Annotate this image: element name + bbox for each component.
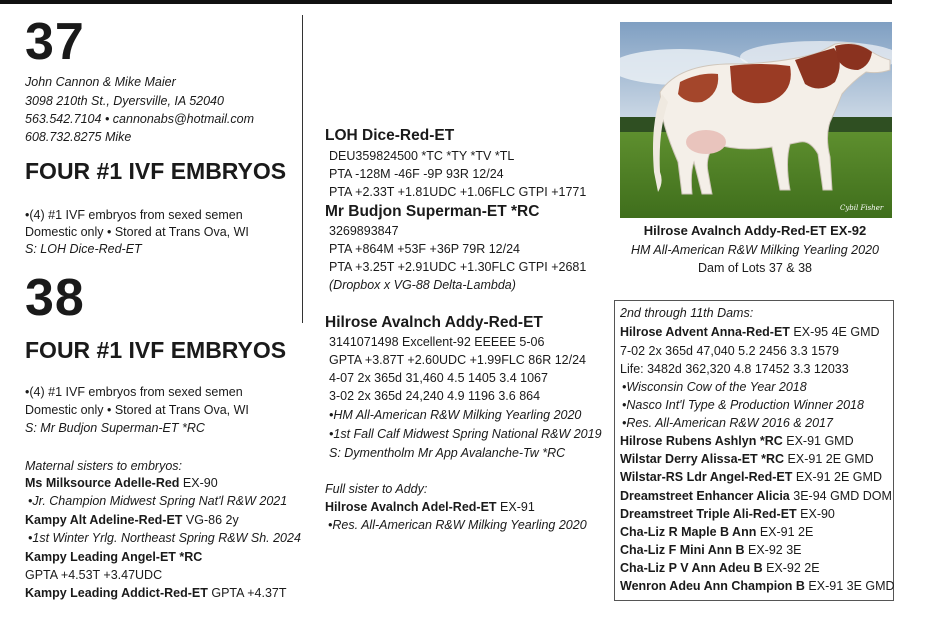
dam-2-note-3: •Res. All-American R&W 2016 & 2017 bbox=[622, 416, 833, 430]
dam-registration: 3141071498 Excellent-92 EEEEE 5-06 bbox=[329, 335, 545, 349]
full-sister-title: Full sister to Addy: bbox=[325, 482, 428, 496]
dam-name: Cha-Liz F Mini Ann B bbox=[620, 543, 745, 557]
lot37-heading: FOUR #1 IVF EMBRYOS bbox=[25, 158, 287, 184]
dam-score: EX-91 2E GMD bbox=[792, 470, 882, 484]
lot37-description: •(4) #1 IVF embryos from sexed semen bbox=[25, 208, 243, 222]
sire1-id: DEU359824500 *TC *TY *TV *TL bbox=[329, 149, 515, 163]
sire1-pta-type: PTA +2.33T +1.81UDC +1.06FLC GTPI +1771 bbox=[329, 185, 587, 199]
photo-caption-name: Hilrose Avalnch Addy-Red-ET EX-92 bbox=[643, 223, 867, 238]
lot-number-38: 38 bbox=[25, 269, 85, 327]
sister-score: GPTA +4.37T bbox=[207, 586, 287, 600]
dam-name: Wilstar-RS Ldr Angel-Red-ET bbox=[620, 470, 793, 484]
dam-score: EX-90 bbox=[796, 507, 835, 521]
photographer-signature: Cybil Fisher bbox=[840, 204, 884, 212]
dam-record-2: 3-02 2x 365d 24,240 4.9 1196 3.6 864 bbox=[329, 389, 541, 403]
sire2-id: 3269893847 bbox=[329, 224, 399, 238]
maternal-sister-2 bbox=[25, 512, 239, 528]
sister-name: Kampy Leading Addict-Red-ET bbox=[25, 586, 208, 600]
full-sister bbox=[325, 499, 535, 515]
maternal-sister-3-note: GPTA +4.53T +3.47UDC bbox=[25, 568, 163, 582]
dam-score: EX-91 3E GMD bbox=[804, 579, 895, 593]
dam-9 bbox=[620, 542, 802, 558]
dam-2 bbox=[620, 324, 880, 340]
sire2-pta-production: PTA +864M +53F +36P 79R 12/24 bbox=[329, 242, 520, 256]
dam-4 bbox=[620, 451, 874, 467]
dams-title: 2nd through 11th Dams: bbox=[620, 306, 754, 320]
sire2-pta-type: PTA +3.25T +2.91UDC +1.30FLC GTPI +2681 bbox=[329, 260, 587, 274]
dam-8 bbox=[620, 524, 813, 540]
consignor-phone-email: 563.542.7104 • cannonabs@hotmail.com bbox=[25, 112, 255, 126]
maternal-sister-4 bbox=[25, 585, 287, 601]
dam-score: EX-92 3E bbox=[744, 543, 802, 557]
lot38-description: •(4) #1 IVF embryos from sexed semen bbox=[25, 385, 243, 399]
lot38-heading: FOUR #1 IVF EMBRYOS bbox=[25, 337, 287, 363]
dam-name: Cha-Liz P V Ann Adeu B bbox=[620, 561, 763, 575]
dam-name: Wenron Adeu Ann Champion B bbox=[620, 579, 805, 593]
sister-name: Kampy Alt Adeline-Red-ET bbox=[25, 513, 183, 527]
lot38-storage: Domestic only • Stored at Trans Ova, WI bbox=[25, 403, 249, 417]
photo-caption-award: HM All-American R&W Milking Yearling 2020 bbox=[630, 243, 879, 257]
full-sister-score: EX-91 bbox=[496, 500, 535, 514]
dam-10 bbox=[620, 560, 820, 576]
photo-caption-dam: Dam of Lots 37 & 38 bbox=[698, 261, 812, 275]
dam-name: Dreamstreet Enhancer Alicia bbox=[620, 489, 790, 503]
consignor-phone-2: 608.732.8275 Mike bbox=[25, 130, 132, 144]
sister-score: VG-86 2y bbox=[182, 513, 239, 527]
sister-score: EX-90 bbox=[179, 476, 218, 490]
dam-score: EX-92 2E bbox=[762, 561, 820, 575]
dam-score: EX-91 2E GMD bbox=[784, 452, 874, 466]
maternal-sisters-title: Maternal sisters to embryos: bbox=[25, 459, 182, 473]
sister-name: Ms Milksource Adelle-Red bbox=[25, 476, 180, 490]
dam-gpta: GPTA +3.87T +2.60UDC +1.99FLC 86R 12/24 bbox=[329, 353, 586, 367]
top-rule bbox=[0, 0, 892, 4]
dam-score: EX-91 GMD bbox=[782, 434, 854, 448]
dam-name: Dreamstreet Triple Ali-Red-ET bbox=[620, 507, 797, 521]
dam-name: Hilrose Advent Anna-Red-ET bbox=[620, 325, 790, 339]
dam-7 bbox=[620, 506, 835, 522]
maternal-sister-3: Kampy Leading Angel-ET *RC bbox=[25, 550, 203, 564]
dam-6 bbox=[620, 488, 892, 504]
consignor-names: John Cannon & Mike Maier bbox=[25, 75, 176, 89]
sire2-name: Mr Budjon Superman-ET *RC bbox=[325, 203, 540, 220]
dam-name: Wilstar Derry Alissa-ET *RC bbox=[620, 452, 785, 466]
dam-2-note-1: •Wisconsin Cow of the Year 2018 bbox=[622, 380, 807, 394]
cow-photo-illustration bbox=[620, 22, 892, 218]
dam-note-2: •1st Fall Calf Midwest Spring National R&W 2019 bbox=[329, 427, 602, 441]
lot-number-37: 37 bbox=[25, 13, 85, 71]
dam-record-1: 4-07 2x 365d 31,460 4.5 1405 3.4 1067 bbox=[329, 371, 548, 385]
dam-score: EX-95 4E GMD bbox=[789, 325, 880, 339]
column-divider bbox=[302, 15, 303, 323]
lot38-sire: S: Mr Budjon Superman-ET *RC bbox=[25, 421, 205, 435]
lot37-sire: S: LOH Dice-Red-ET bbox=[25, 242, 142, 256]
cow-photo bbox=[620, 22, 892, 218]
dam-score: 3E-94 GMD DOM bbox=[789, 489, 892, 503]
sire1-name: LOH Dice-Red-ET bbox=[325, 127, 455, 144]
maternal-sister-2-note: •1st Winter Yrlg. Northeast Spring R&W Sh. 2024 bbox=[28, 531, 301, 545]
dam-2-record-1: 7-02 2x 365d 47,040 5.2 2456 3.3 1579 bbox=[620, 344, 839, 358]
lot37-storage: Domestic only • Stored at Trans Ova, WI bbox=[25, 225, 249, 239]
dam-score: EX-91 2E bbox=[756, 525, 814, 539]
sire1-pta-production: PTA -128M -46F -9P 93R 12/24 bbox=[329, 167, 504, 181]
dam-name: Hilrose Avalnch Addy-Red-ET bbox=[325, 314, 543, 331]
consignor-address: 3098 210th St., Dyersville, IA 52040 bbox=[25, 94, 224, 108]
dam-2-note-2: •Nasco Int'l Type & Production Winner 2018 bbox=[622, 398, 864, 412]
dam-11 bbox=[620, 578, 895, 594]
dam-name: Cha-Liz R Maple B Ann bbox=[620, 525, 757, 539]
full-sister-note: •Res. All-American R&W Milking Yearling 2020 bbox=[328, 518, 587, 532]
maternal-sister-1 bbox=[25, 475, 218, 491]
maternal-sister-1-note: •Jr. Champion Midwest Spring Nat'l R&W 2021 bbox=[28, 494, 288, 508]
sire2-pedigree: (Dropbox x VG-88 Delta-Lambda) bbox=[329, 278, 516, 292]
dam-sire: S: Dymentholm Mr App Avalanche-Tw *RC bbox=[329, 446, 566, 460]
dam-5 bbox=[620, 469, 882, 485]
dam-2-record-2: Life: 3482d 362,320 4.8 17452 3.3 12033 bbox=[620, 362, 849, 376]
dam-note-1: •HM All-American R&W Milking Yearling 2020 bbox=[329, 408, 582, 422]
dam-3 bbox=[620, 433, 854, 449]
dam-name: Hilrose Rubens Ashlyn *RC bbox=[620, 434, 783, 448]
full-sister-name: Hilrose Avalnch Adel-Red-ET bbox=[325, 500, 497, 514]
